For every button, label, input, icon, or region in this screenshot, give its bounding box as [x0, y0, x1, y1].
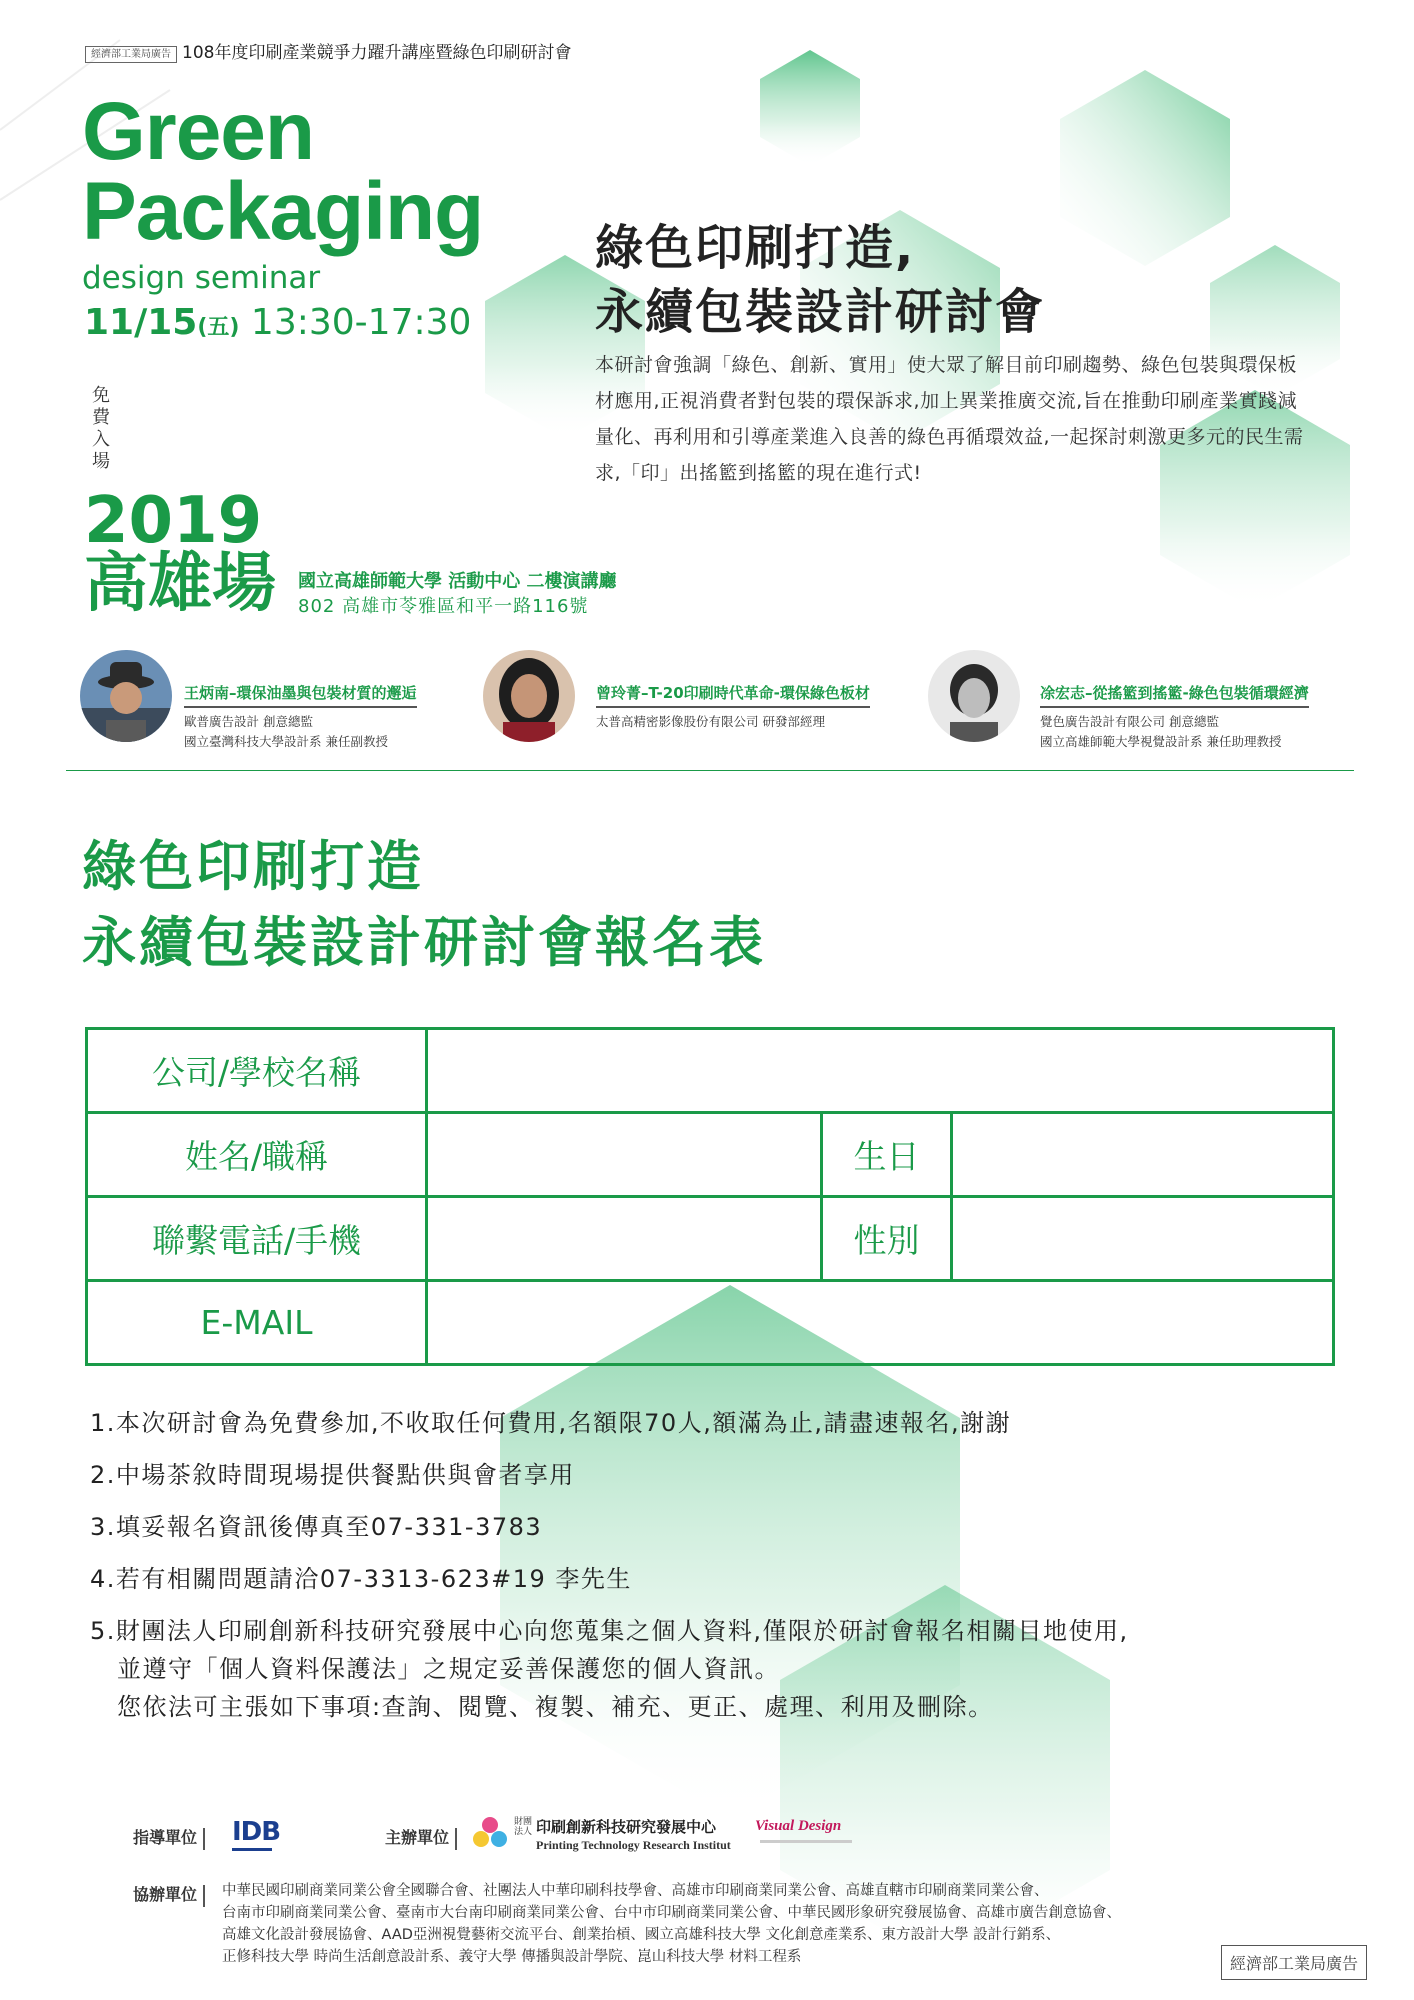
email-label: E-MAIL — [87, 1281, 427, 1365]
co-organizer-line: 正修科技大學 時尚生活創意設計系、義守大學 傳播與設計學院、崑山科技大學 材料工程系 — [222, 1949, 802, 1965]
title-green: Green — [82, 86, 314, 177]
venue-name: 國立高雄師範大學 活動中心 二樓演講廳 — [298, 571, 617, 592]
event-time: 13:30-17:30 — [250, 302, 472, 343]
co-organizer-line: 中華民國印刷商業同業公會全國聯合會、社團法人中華印刷科技學會、高雄市印刷商業同業公會、高雄直轄市印刷商業同業公會、 — [222, 1883, 1049, 1899]
speaker-card — [928, 650, 1020, 742]
visual-design-logo: Visual Design — [755, 1818, 842, 1834]
speaker-photo — [80, 650, 172, 742]
registration-form — [85, 1027, 1335, 1366]
headline-line1: 綠色印刷打造, — [595, 220, 916, 276]
form-title-line1: 綠色印刷打造 — [82, 835, 424, 898]
speaker-title: 國立臺灣科技大學設計系 兼任副教授 — [184, 734, 388, 749]
org-prefix: 財團法人 — [514, 1817, 533, 1837]
idb-logo — [232, 1818, 284, 1856]
birthday-label: 生日 — [822, 1113, 952, 1197]
hexagon — [1060, 70, 1230, 266]
intro-paragraph: 本研討會強調「綠色、創新、實用」使大眾了解目前印刷趨勢、綠色包裝與環保板材應用,正視消費者對包裝的環保訴求,加上異業推廣交流,旨在推動印刷產業實踐減量化、再利用和引導產業進入良善的綠色再循環效益,一起探討刺激更多元的民生需求,「印」出搖籃到搖籃的現在進行式! — [595, 354, 1304, 484]
organizer-label: 主辦單位 — [385, 1825, 457, 1850]
speaker-photo — [928, 650, 1020, 742]
subtitle-design-seminar: design seminar — [82, 260, 321, 296]
hexagon — [760, 50, 860, 166]
date-main: 11/15 — [84, 302, 198, 343]
note-item: 1.本次研討會為免費參加,不收取任何費用,名額限70人,額滿為止,請盡速報名,謝謝 — [90, 1409, 1012, 1437]
gender-input[interactable] — [952, 1197, 1334, 1281]
org-name-en: Printing Technology Research Institut — [536, 1838, 731, 1852]
notes-list — [90, 1404, 1129, 1726]
ad-stamp: 經濟部工業局廣告 — [1221, 1945, 1367, 1980]
headline-line2: 永續包裝設計研討會 — [595, 284, 1046, 340]
note-item: 4.若有相關問題請洽07-3313-623#19 李先生 — [90, 1565, 632, 1593]
speaker-title: 歐普廣告設計 創意總監 — [184, 714, 313, 729]
name-input[interactable] — [427, 1113, 822, 1197]
speaker-title: 國立高雄師範大學視覺設計系 兼任助理教授 — [1040, 734, 1282, 749]
speaker-title: 覺色廣告設計有限公司 創意總監 — [1040, 714, 1219, 729]
title-packaging: Packaging — [82, 166, 484, 257]
co-organizer-line: 台南市印刷商業同業公會、臺南市大台南印刷商業同業公會、台中市印刷商業同業公會、中華民國形象研究發展協會、高雄市廣告創意協會、 — [222, 1905, 1121, 1921]
visual-design-logo-underline — [760, 1840, 852, 1843]
co-organizer-label: 協辦單位 — [133, 1882, 205, 1907]
idb-logo-text: IDB — [232, 1817, 281, 1847]
note-item: 您依法可主張如下事項:查詢、閱覽、複製、補充、更正、處理、利用及刪除。 — [117, 1693, 994, 1721]
form-title-line2: 永續包裝設計研討會報名表 — [82, 911, 766, 974]
org-name: 印刷創新科技研究發展中心 — [536, 1818, 717, 1836]
gender-label: 性別 — [822, 1197, 952, 1281]
speaker-topic: 曾玲菁–T-20印刷時代革命-環保綠色板材 — [596, 682, 870, 708]
co-organizer-list — [222, 1880, 1121, 1968]
section-divider — [66, 770, 1354, 771]
free-entry: 免費入場 — [92, 385, 110, 472]
speaker-photo — [483, 650, 575, 742]
ptri-logo-icon — [470, 1814, 510, 1854]
co-organizer-line: 高雄文化設計發展協會、AAD亞洲視覺藝術交流平台、創業抬槓、國立高雄科技大學 文化創意產業系、東方設計大學 設計行銷系、 — [222, 1927, 1061, 1943]
birthday-input[interactable] — [952, 1113, 1334, 1197]
email-input[interactable] — [427, 1281, 1334, 1365]
date-weekday: (五) — [197, 315, 240, 340]
ptri-logo — [470, 1814, 510, 1858]
event-date — [84, 302, 471, 343]
phone-input[interactable] — [427, 1197, 822, 1281]
venue-address: 802 高雄市苓雅區和平一路116號 — [298, 596, 589, 617]
speaker-card — [483, 650, 575, 742]
event-city: 高雄場 — [84, 547, 276, 621]
event-year: 2019 — [84, 484, 263, 558]
speaker-title: 太普高精密影像股份有限公司 研發部經理 — [596, 714, 825, 729]
note-item: 2.中場茶敘時間現場提供餐點供與會者享用 — [90, 1461, 575, 1489]
ad-tag: 經濟部工業局廣告 — [85, 46, 177, 63]
phone-label: 聯繫電話/手機 — [87, 1197, 427, 1281]
speaker-topic: 王炳南–環保油墨與包裝材質的邂逅 — [184, 682, 417, 708]
event-series-title: 108年度印刷產業競爭力躍升講座暨綠色印刷研討會 — [182, 43, 572, 63]
company-label: 公司/學校名稱 — [87, 1029, 427, 1113]
company-input[interactable] — [427, 1029, 1334, 1113]
guide-label: 指導單位 — [133, 1825, 205, 1850]
name-label: 姓名/職稱 — [87, 1113, 427, 1197]
note-item: 5.財團法人印刷創新科技研究發展中心向您蒐集之個人資料,僅限於研討會報名相關目地使用, — [90, 1617, 1129, 1645]
speaker-topic: 凃宏志–從搖籃到搖籃-綠色包裝循環經濟 — [1040, 682, 1309, 708]
note-item: 並遵守「個人資料保護法」之規定妥善保護您的個人資訊。 — [117, 1655, 780, 1683]
note-item: 3.填妥報名資訊後傳真至07-331-3783 — [90, 1513, 543, 1541]
speaker-card — [80, 650, 172, 742]
